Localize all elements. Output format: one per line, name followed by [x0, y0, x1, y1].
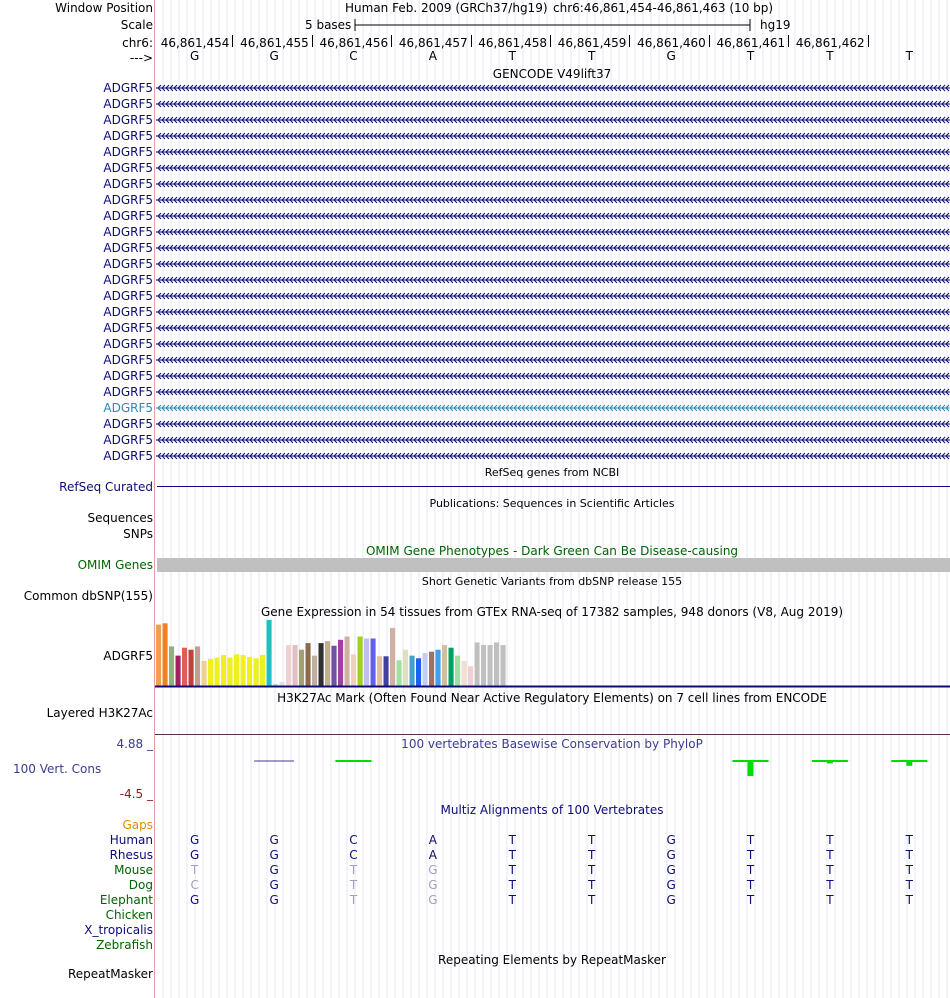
strand-label: --->	[129, 51, 153, 65]
gencode-transcript-line[interactable]	[156, 387, 950, 397]
gtex-tissue-bar	[371, 638, 376, 686]
gtex-tissue-bar	[182, 648, 187, 686]
alignment-base: G	[190, 893, 200, 907]
omim-track-title[interactable]: OMIM Gene Phenotypes - Dark Green Can Be Disease-causing	[365, 544, 739, 558]
genome-base: G	[190, 49, 200, 63]
conservation-max-label: 4.88 _	[116, 737, 153, 751]
alignment-base: T	[826, 878, 834, 892]
dbsnp-track-label[interactable]: Common dbSNP(155)	[23, 589, 153, 603]
gtex-tissue-bar	[319, 643, 324, 686]
h3k27ac-track-label[interactable]: Layered H3K27Ac	[46, 706, 153, 720]
alignment-base: T	[746, 848, 755, 862]
alignment-base: T	[588, 848, 596, 862]
gencode-transcript-line[interactable]	[156, 179, 950, 189]
species-label[interactable]: Elephant	[99, 893, 153, 907]
gencode-transcript-line[interactable]	[156, 163, 950, 173]
alignment-base: T	[905, 893, 913, 907]
alignment-base: G	[666, 863, 676, 877]
gtex-tissue-bar	[468, 666, 473, 686]
gtex-tissue-bar	[189, 650, 194, 686]
gencode-transcript-line[interactable]	[156, 83, 950, 93]
gencode-transcript-line[interactable]	[156, 307, 950, 317]
scale-bar	[354, 17, 754, 33]
alignment-base: T	[826, 893, 834, 907]
gtex-tissue-bar	[293, 645, 298, 686]
alignment-base: T	[349, 893, 358, 907]
gtex-tissue-bar	[228, 658, 233, 686]
gencode-transcript-label[interactable]: ADGRF5	[103, 449, 153, 463]
alignment-base: T	[588, 863, 596, 877]
alignment-base: T	[746, 833, 755, 847]
gencode-transcript-line[interactable]	[156, 339, 950, 349]
alignment-base: T	[905, 863, 913, 877]
alignment-base: T	[905, 848, 913, 862]
repeatmasker-track-title[interactable]: Repeating Elements by RepeatMasker	[438, 953, 666, 967]
conservation-track-title[interactable]: 100 vertebrates Basewise Conservation by PhyloP	[401, 737, 703, 751]
gtex-tissue-bar	[494, 642, 499, 686]
gtex-tissue-bar	[481, 645, 486, 686]
alignment-base: T	[588, 878, 596, 892]
gencode-transcript-label[interactable]: ADGRF5	[103, 369, 153, 383]
alignment-base: A	[428, 848, 437, 862]
gtex-tissue-bar	[403, 650, 408, 686]
alignment-base: G	[190, 848, 200, 862]
gtex-tissue-bar	[299, 650, 304, 686]
conservation-bar	[748, 761, 754, 776]
gtex-tissue-bar	[384, 656, 389, 686]
gtex-tissue-bar	[267, 620, 272, 686]
snps-label[interactable]: SNPs	[123, 527, 153, 541]
position-tick	[629, 35, 630, 47]
genome-base: C	[349, 49, 358, 63]
gtex-tissue-bar	[455, 656, 460, 686]
label-column-divider	[154, 0, 155, 998]
gtex-tissue-bar	[488, 645, 493, 686]
alignment-base: T	[746, 878, 755, 892]
gencode-transcript-line[interactable]	[156, 419, 950, 429]
gtex-tissue-bar	[410, 656, 415, 686]
alignment-base: G	[666, 878, 676, 892]
position-tick	[471, 35, 472, 47]
gtex-tissue-bar	[345, 637, 350, 687]
alignment-base: T	[905, 833, 913, 847]
gencode-transcript-line[interactable]	[156, 147, 950, 157]
genome-base: T	[746, 49, 755, 63]
position-tick-label: 46,861,460	[637, 36, 706, 50]
alignment-base: T	[349, 878, 358, 892]
gtex-tissue-bar	[208, 659, 213, 686]
gtex-tissue-bar	[416, 658, 421, 686]
gtex-tissue-bar	[358, 637, 363, 687]
alignment-base: T	[508, 848, 516, 862]
gtex-tissue-bar	[364, 638, 369, 686]
species-label[interactable]: Dog	[128, 878, 153, 892]
gencode-transcript-label[interactable]: ADGRF5	[103, 129, 153, 143]
gencode-transcript-line[interactable]	[156, 227, 950, 237]
gencode-transcript-line[interactable]	[156, 211, 950, 221]
gencode-transcript-line[interactable]	[156, 403, 950, 413]
gencode-transcript-label[interactable]: ADGRF5	[103, 321, 153, 335]
gencode-transcript-label[interactable]: ADGRF5	[103, 385, 153, 399]
genome-base: T	[826, 49, 834, 63]
gtex-tissue-bar	[221, 655, 226, 686]
alignment-base: G	[269, 863, 279, 877]
alignment-base: T	[826, 863, 834, 877]
alignment-base: T	[588, 833, 596, 847]
alignment-base: T	[191, 863, 199, 877]
position-tick	[788, 35, 789, 47]
genome-base: G	[666, 49, 676, 63]
gencode-transcript-line[interactable]	[156, 291, 950, 301]
scale-text: 5 bases	[305, 18, 352, 32]
alignment-base: T	[349, 863, 358, 877]
gtex-tissue-bar	[449, 648, 454, 686]
species-label[interactable]: Mouse	[114, 863, 153, 877]
gtex-tissue-bar	[436, 650, 441, 686]
assembly-title: Human Feb. 2009 (GRCh37/hg19)	[345, 1, 548, 15]
gencode-transcript-label[interactable]: ADGRF5	[103, 193, 153, 207]
position-tick-label: 46,861,461	[716, 36, 786, 50]
alignment-base: C	[349, 848, 358, 862]
genome-base: A	[428, 49, 437, 63]
gtex-tissue-bar	[215, 658, 220, 686]
alignment-base: G	[666, 893, 676, 907]
scale-label: Scale	[120, 18, 153, 32]
gencode-transcript-label[interactable]: ADGRF5	[103, 145, 153, 159]
genome-base: T	[905, 49, 913, 63]
alignment-base: T	[508, 878, 516, 892]
gtex-tissue-bar	[234, 654, 239, 686]
gencode-transcript-line[interactable]	[156, 435, 950, 445]
alignment-base: T	[508, 863, 516, 877]
gtex-tissue-bar	[241, 655, 246, 686]
position-tick-label: 46,861,459	[557, 36, 627, 50]
gencode-transcript-label[interactable]: ADGRF5	[103, 305, 153, 319]
gencode-transcript-line[interactable]	[156, 451, 950, 461]
h3k27ac-track-title[interactable]: H3K27Ac Mark (Often Found Near Active Regulatory Elements) on 7 cell lines from ENCODE	[277, 691, 827, 705]
gtex-tissue-bar	[247, 657, 252, 686]
gencode-transcript-label[interactable]: ADGRF5	[103, 353, 153, 367]
conservation-track-label[interactable]: 100 Vert. Cons	[13, 762, 102, 776]
gtex-tissue-bar	[163, 623, 168, 686]
gtex-tissue-bar	[254, 658, 259, 686]
gtex-tissue-bar	[338, 640, 343, 686]
gencode-transcript-label[interactable]: ADGRF5	[103, 417, 153, 431]
window-position-label: Window Position	[55, 1, 153, 15]
gtex-tissue-bar	[501, 645, 506, 686]
gtex-tissue-bar	[332, 646, 337, 686]
refseq-gene-line[interactable]	[157, 486, 950, 487]
gencode-transcript-line[interactable]	[156, 243, 950, 253]
position-tick	[550, 35, 551, 47]
gtex-tissue-bar	[195, 646, 200, 686]
alignment-base: T	[905, 878, 913, 892]
position-tick	[312, 35, 313, 47]
gencode-transcript-label[interactable]: ADGRF5	[103, 273, 153, 287]
alignment-base: G	[428, 863, 438, 877]
gtex-tissue-bar	[260, 655, 265, 686]
alignment-base: G	[269, 893, 279, 907]
position-tick-label: 46,861,462	[795, 36, 865, 50]
gencode-transcript-label[interactable]: ADGRF5	[103, 289, 153, 303]
gtex-tissue-bar	[286, 645, 291, 686]
alignment-base: G	[428, 893, 438, 907]
position-tick	[709, 35, 710, 47]
gencode-transcript-label[interactable]: ADGRF5	[103, 113, 153, 127]
gtex-tissue-bar	[202, 661, 207, 686]
position-tick-label: 46,861,454	[160, 36, 230, 50]
gtex-tissue-bar	[397, 660, 402, 686]
gtex-tissue-bar	[312, 656, 317, 686]
gencode-transcript-label[interactable]: ADGRF5	[103, 225, 153, 239]
species-label[interactable]: Human	[109, 833, 153, 847]
gencode-transcript-label[interactable]: ADGRF5	[103, 161, 153, 175]
gtex-tissue-bar	[169, 646, 174, 686]
gaps-label: Gaps	[122, 818, 153, 832]
alignment-base: C	[190, 878, 199, 892]
position-tick-label: 46,861,457	[398, 36, 468, 50]
gtex-tissue-bar	[390, 628, 395, 686]
gtex-tissue-bar	[442, 645, 447, 686]
alignment-base: T	[746, 863, 755, 877]
gtex-tissue-bar	[325, 641, 330, 686]
gencode-transcript-line[interactable]	[156, 323, 950, 333]
alignment-base: C	[349, 833, 358, 847]
species-label[interactable]: Zebrafish	[96, 938, 153, 952]
gencode-transcript-line[interactable]	[156, 131, 950, 141]
gencode-transcript-line[interactable]	[156, 371, 950, 381]
gencode-transcript-label[interactable]: ADGRF5	[103, 97, 153, 111]
gtex-expression-chart[interactable]	[155, 620, 950, 690]
gencode-transcript-label[interactable]: ADGRF5	[103, 241, 153, 255]
gtex-tissue-bar	[475, 642, 480, 686]
dbsnp-track-title[interactable]: Short Genetic Variants from dbSNP release 155	[421, 575, 683, 588]
genome-base: T	[588, 49, 596, 63]
species-label[interactable]: Rhesus	[109, 848, 153, 862]
position-tick	[868, 35, 869, 47]
omim-gene-bar[interactable]	[157, 558, 950, 572]
position-tick	[391, 35, 392, 47]
publications-track-title[interactable]: Publications: Sequences in Scientific Articles	[429, 497, 675, 510]
alignment-base: T	[826, 833, 834, 847]
gtex-track-label[interactable]: ADGRF5	[103, 649, 153, 663]
alignment-base: G	[666, 848, 676, 862]
sequences-label[interactable]: Sequences	[87, 511, 153, 525]
genome-base: G	[269, 49, 279, 63]
conservation-min-label: -4.5 _	[119, 787, 153, 801]
alignment-base: T	[508, 893, 516, 907]
alignment-base: G	[428, 878, 438, 892]
position-readout: chr6:46,861,454-46,861,463 (10 bp)	[553, 1, 774, 15]
position-tick-label: 46,861,455	[240, 36, 309, 50]
scale-db: hg19	[760, 18, 791, 32]
omim-track-label[interactable]: OMIM Genes	[77, 558, 153, 572]
gtex-tissue-bar	[423, 653, 428, 686]
alignment-base: G	[269, 833, 279, 847]
position-tick	[232, 35, 233, 47]
gencode-transcript-line[interactable]	[156, 195, 950, 205]
refseq-track-label[interactable]: RefSeq Curated	[59, 480, 153, 494]
gtex-tissue-bar	[377, 656, 382, 686]
species-label[interactable]: X_tropicalis	[84, 923, 153, 937]
position-tick-label: 46,861,456	[319, 36, 389, 50]
alignment-base: T	[826, 848, 834, 862]
repeatmasker-track-label[interactable]: RepeatMasker	[67, 967, 153, 981]
gencode-transcript-line[interactable]	[156, 355, 950, 365]
gtex-tissue-bar	[156, 625, 161, 686]
gencode-transcript-label[interactable]: ADGRF5	[103, 177, 153, 191]
gencode-track-title[interactable]: GENCODE V49lift37	[492, 67, 612, 81]
alignment-base: G	[269, 878, 279, 892]
gencode-transcript-label[interactable]: ADGRF5	[103, 209, 153, 223]
gencode-transcript-label[interactable]: ADGRF5	[103, 401, 153, 415]
gencode-transcript-label[interactable]: ADGRF5	[103, 433, 153, 447]
gencode-transcript-label[interactable]: ADGRF5	[103, 257, 153, 271]
gencode-transcript-label[interactable]: ADGRF5	[103, 81, 153, 95]
gencode-transcript-line[interactable]	[156, 99, 950, 109]
gtex-tissue-bar	[429, 652, 434, 686]
gencode-transcript-line[interactable]	[156, 275, 950, 285]
position-tick-label: 46,861,458	[478, 36, 547, 50]
gtex-tissue-bar	[176, 656, 181, 686]
h3k27ac-baseline	[155, 734, 950, 735]
alignment-base: G	[190, 833, 200, 847]
gtex-tissue-bar	[280, 682, 285, 686]
gencode-transcript-line[interactable]	[156, 115, 950, 125]
gtex-tissue-bar	[462, 661, 467, 686]
chrom-label: chr6:	[122, 36, 153, 50]
alignment-base: G	[666, 833, 676, 847]
gencode-transcript-line[interactable]	[156, 259, 950, 269]
conservation-chart[interactable]	[155, 740, 950, 800]
alignment-base: A	[428, 833, 437, 847]
refseq-track-title[interactable]: RefSeq genes from NCBI	[484, 466, 620, 479]
gtex-tissue-bar	[351, 654, 356, 686]
multiz-track-title[interactable]: Multiz Alignments of 100 Vertebrates	[440, 803, 664, 817]
alignment-base: T	[588, 893, 596, 907]
alignment-base: T	[508, 833, 516, 847]
gtex-track-title[interactable]: Gene Expression in 54 tissues from GTEx RNA-seq of 17382 samples, 948 donors (V8, Aug 2019)	[260, 605, 844, 619]
genome-base: T	[508, 49, 516, 63]
species-label[interactable]: Chicken	[105, 908, 153, 922]
gencode-transcript-label[interactable]: ADGRF5	[103, 337, 153, 351]
alignment-base: T	[746, 893, 755, 907]
alignment-base: G	[269, 848, 279, 862]
gtex-tissue-bar	[306, 643, 311, 686]
